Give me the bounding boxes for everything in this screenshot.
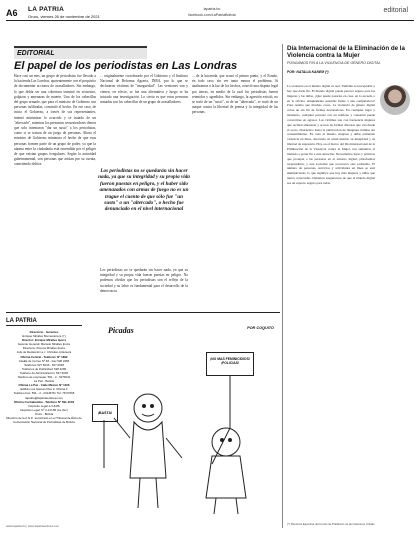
article-text: La violencia en el mundo digital es real. También es inaceptable y hay que darle fin. El mundo digital puede parecer seguro para las mujeres y las niñas, ¿Qué puede pasarles en casa, en la escuela o en la oficina, simplemente sentadas frente a una computadora? Pues resulta que muchas cosas. La violencia de género digital cobra un sin fin de formas devastadoras. En cualquier lugar y momento, cualquier persona con un teléfono y conexión puede convertirse en agresor. Las víctimas son con frecuencia mujeres que reciben amenazas y acosos de formas diversas que van desde el acoso cibernético hasta la publicación de imágenes íntimas sin consentimiento. En todo el mundo, mujeres y niñas enfrentan violencia en línea, afectando su salud mental, su integridad y su libertad de expresión. Hoy, en el marco del Día Internacional de la Eliminación de la Violencia contra la Mujer, nos sumamos al llamado a poner fin a esta situación. Necesitamos leyes y políticas que protejan a las personas en el entorno digital, plataformas responsables, y una sociedad que reconozca este problema. El número de personas, servicios y actividades en línea se está multiplicando; lo que significa que hay más mujeres y niñas que nunca conectadas. Debemos asegurarnos de que el mundo digital sea un espacio seguro para todas.	[287, 84, 375, 185]
editorial-column-1	[14, 74, 96, 308]
masthead-line: Depósito Legal 4-3-8-86	[28, 403, 60, 408]
masthead-line: Depósito Legal: Nº 4-3-8-86 (La Vez)	[20, 407, 68, 412]
masthead-line: Gerente General: Marcelo Miralles Iporre	[17, 342, 71, 347]
editorial-title: El papel de los periodistas en Las Londras	[14, 60, 238, 72]
cartoon	[86, 318, 278, 518]
masthead-line: Edificio Los Sauces Piso 2, Oficina 4	[20, 387, 68, 392]
cartoon-sign-protest: ¡NO MAS FEMINICIDIOS! ¡POLICIAS!	[206, 352, 254, 376]
article-footnote: (*) Directora Ejecutiva del Fondo de Población de las Naciones Unidas	[287, 522, 375, 526]
section-divider	[6, 312, 280, 313]
editorial-body-1: Hace casi un mes, un grupo de periodistas fue llevado a la hacienda Las Londras, aparentemente con el propósito de documentar acciones de avasalladores. Sin embargo, lo que debía ser una cobertura terminó en secuestro, golpizas y amenazas de muerte. Uno de los cabecillas del grupo armado, que para el ministro de Gobierno son personas infiltradas, consintió el hecho. En ese caso, de inicio el Gobierno, a través de sus representantes, intentó minimizar lo ocurrido y se tratado de un "altercado", mientras los presuntos secuestradores dieron que solo intentaron "dar un susto" a los periodistas, como si se tratara de un juego de personas. Ahora el ministro de Gobierno minimiza el hecho de que esas personas formen parte de un grupo de poder, ya que la alarma entre la ciudadanía está encendida por el peligro de que existan grupos irregulares. Según la autoridad gubernamental, son personas que actúan por su cuenta, cometiendo delitos.	[14, 74, 96, 167]
masthead-line: Casilla de Correo Nº 48 - Fax 528 2256	[18, 358, 70, 363]
article-author: POR: NATALIA KANEM (*)	[287, 70, 329, 74]
page-number: A6	[6, 8, 18, 18]
masthead-lines	[6, 330, 82, 424]
facebook-link[interactable]: facebook.com/LaPatriaBolivia	[188, 13, 236, 17]
page-header	[6, 6, 414, 40]
article-subtitle: PONGAMOS FIN A LA VIOLENCIA DE GÉNERO DIGITAL	[287, 61, 381, 65]
masthead-name: LA PATRIA	[6, 318, 82, 326]
masthead-line: Teléfono Fax: 591 - 2 - 2314678 / Tel: 78 67665	[13, 391, 75, 396]
masthead	[6, 318, 82, 424]
header-divider	[6, 20, 414, 21]
masthead-line: Teléfonos 527 6046 - 527 6048	[24, 362, 64, 367]
website-link[interactable]: lapatria.bo	[203, 7, 221, 11]
cartoon-credit: POR COQUITO	[247, 326, 274, 330]
masthead-line: La Paz - Bolivia	[33, 379, 55, 384]
article-title: Día Internacional de la Eliminación de la Violencia contra la Mujer	[287, 45, 405, 59]
masthead-line: Teléfonos de Publicidad: 528 2299	[21, 366, 67, 371]
section-name: editorial	[383, 7, 408, 14]
masthead-line: Directorio - Gerentes	[29, 330, 59, 334]
masthead-line: Oficina La Paz - Calle México Nº 1406	[18, 383, 70, 388]
editorial-body-3: ... de la hacienda, que acusó el primer punto, y el Estado, en todo caso, sin ver tanto menos el problema. Si analizamos a la luz de los hechos, ocurrió una disputa legal por tierras, en medio de la cual los periodistas fueron retenidos y agredidos. Sin embargo, la agresión existió, no se trató de un "susto", ni de un "altercado", se trató de un ataque contra la libertad de prensa y la integridad de las personas.	[192, 74, 278, 115]
masthead-line: Directora: Ximena Miralles Iporre	[22, 346, 66, 351]
cartoon-sign-basta: ¡BASTA!	[92, 404, 118, 422]
editorial-column-2	[100, 74, 188, 164]
masthead-line: Teléfono de Administración: 527 6046	[19, 370, 69, 375]
article-body	[287, 84, 411, 516]
masthead-line: Oruro - Bolivia	[34, 411, 54, 416]
cartoon-title: Picadas	[108, 326, 134, 335]
masthead-line: Director: Enrique Miralles Iporre	[21, 338, 67, 343]
masthead-line: Teléfono de empresas: 591 - 2 - 5276041	[17, 375, 71, 380]
column-divider	[282, 44, 283, 528]
masthead-footer: www.lapatria.bo | www.lapatriaenlinea.com	[6, 524, 59, 528]
editorial-label: EDITORIAL	[14, 46, 147, 59]
masthead-line: Jefe de Redacción a.i.: Christian Artieneza	[16, 350, 72, 355]
editorial-body-2: ... originalmente corroborado por el Gobierno y el Instituto Nacional de Reforma Agraria, INRA, por lo que se declararon víctimas de "inseguridad". Las versiones van y vienen, en efecto, se fue una alternativa y luego se ha iniciado una investigación. Lo cierto es que estas personas armadas son los cabecillas de un grupo de avasalladores.	[100, 74, 188, 105]
masthead-line: Oficina Central - Teléfono: Nº 1892	[20, 354, 68, 359]
cartoon-drawing	[86, 318, 278, 518]
masthead-line: lapatria@lapatriaenlinea.com	[25, 395, 63, 400]
masthead-line: Oficina Cochabamba - Teléfono Nº 591-4503	[13, 399, 75, 404]
issue-date: Oruro, viernes 26 de noviembre de 2021	[28, 14, 100, 19]
masthead-line: Miembro de la A.N.P., autorizado en el Tribunal de Ética de la Asociación Nacional de Periodistas de Bolivia	[6, 415, 82, 425]
pull-quote: Los periodistas no se quedarán sin hacer nada, ya que su integridad y su propia vida fueron puestas en peligro, y el haber sido amenazados con armas de fuego no es un trague el cuento de que sólo fue "un susto" o un "altercado", o hecho fue denunciado en el nivel internacional	[98, 168, 190, 213]
editorial-column-2b	[100, 268, 188, 308]
newspaper-name: LA PATRIA	[28, 6, 65, 13]
editorial-body-4: Los periodistas no se quedarán sin hacer nada, ya que su integridad y su propia vida fueron puestas en peligro. No podemos olvidar que los periodistas son el reflejo de la sociedad y su labor es fundamental para el desarrollo de la democracia.	[100, 268, 188, 293]
masthead-line: Enrique Miralles Bonnecarrere (†)	[22, 334, 66, 339]
editorial-column-3	[192, 74, 278, 308]
